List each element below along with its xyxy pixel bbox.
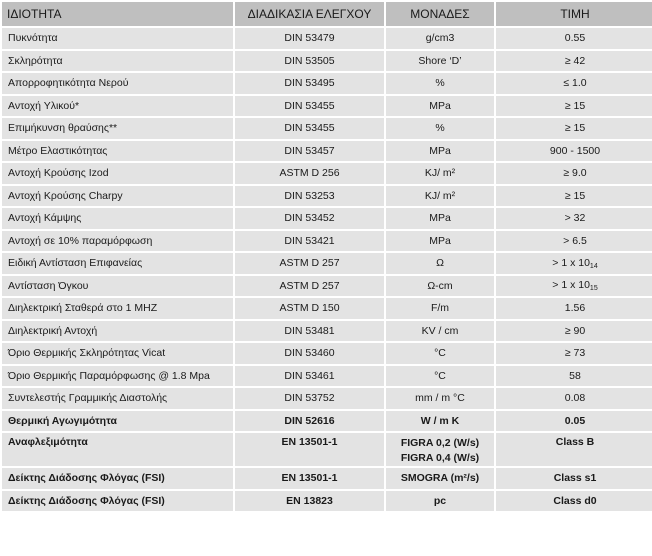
value-text: > 1 x 10 <box>552 256 590 269</box>
value-text: ≥ 15 <box>564 99 586 112</box>
value-cell <box>496 388 652 409</box>
property-cell: Αναφλεξιμότητα <box>2 433 233 466</box>
property-cell: Αντίσταση Όγκου <box>2 276 233 297</box>
property-cell: Όριο Θερμικής Σκληρότητας Vicat <box>2 343 233 364</box>
value-text: ≥ 15 <box>564 189 586 202</box>
value-exponent: 14 <box>589 262 598 270</box>
value-text: ≥ 15 <box>564 122 586 135</box>
unit-cell: MPa <box>386 96 494 117</box>
unit-cell: % <box>386 118 494 139</box>
unit-line-1: FIGRA 0,2 (W/s) <box>400 437 480 449</box>
header-method: ΔΙΑΔΙΚΑΣΙΑ ΕΛΕΓΧΟΥ <box>235 2 384 26</box>
method-cell: DIN 53461 <box>235 366 384 387</box>
value-cell <box>496 343 652 364</box>
property-cell: Επιμήκυνση θραύσης** <box>2 118 233 139</box>
header-property: ΙΔΙΟΤΗΤΑ <box>2 2 233 26</box>
value-text: > 6.5 <box>563 234 587 247</box>
unit-cell: MPa <box>386 208 494 229</box>
unit-cell: KJ/ m² <box>386 163 494 184</box>
method-cell: ASTM D 257 <box>235 276 384 297</box>
property-cell: Θερμική Αγωγιμότητα <box>2 411 233 432</box>
table-row-bold <box>2 468 652 489</box>
method-cell: ASTM D 257 <box>235 253 384 274</box>
method-cell: DIN 53481 <box>235 321 384 342</box>
unit-cell: °C <box>386 343 494 364</box>
value-cell <box>496 163 652 184</box>
method-cell: EN 13823 <box>235 491 384 512</box>
unit-cell <box>386 433 494 466</box>
value-cell <box>496 298 652 319</box>
unit-line-2: FIGRA 0,4 (W/s) <box>400 452 480 464</box>
unit-cell: g/cm3 <box>386 28 494 49</box>
property-cell: Ειδική Αντίσταση Επιφανείας <box>2 253 233 274</box>
table-row <box>2 276 652 297</box>
value-cell <box>496 73 652 94</box>
value-cell: 0.05 <box>496 411 652 432</box>
table-row-bold <box>2 433 652 466</box>
unit-cell: mm / m °C <box>386 388 494 409</box>
value-cell: Class d0 <box>496 491 652 512</box>
header-value: ΤΙΜΗ <box>496 2 652 26</box>
method-cell: DIN 53479 <box>235 28 384 49</box>
method-cell: DIN 52616 <box>235 411 384 432</box>
property-cell: Δείκτης Διάδοσης Φλόγας (FSI) <box>2 468 233 489</box>
table-row <box>2 51 652 72</box>
unit-cell: SMOGRA (m²/s) <box>386 468 494 489</box>
method-cell: EN 13501-1 <box>235 468 384 489</box>
table-row <box>2 253 652 274</box>
value-text: 0.08 <box>564 392 586 405</box>
unit-cell: KV / cm <box>386 321 494 342</box>
header-unit: ΜΟΝΑΔΕΣ <box>386 2 494 26</box>
method-cell: DIN 53455 <box>235 118 384 139</box>
value-cell: Class B <box>496 433 652 466</box>
table-row-bold <box>2 411 652 432</box>
property-cell: Αντοχή σε 10% παραμόρφωση <box>2 231 233 252</box>
property-cell: Διηλεκτρική Αντοχή <box>2 321 233 342</box>
method-cell: DIN 53455 <box>235 96 384 117</box>
method-cell: DIN 53495 <box>235 73 384 94</box>
value-cell <box>496 208 652 229</box>
unit-cell: % <box>386 73 494 94</box>
value-cell <box>496 276 652 297</box>
unit-cell: W / m K <box>386 411 494 432</box>
value-text: 58 <box>569 369 581 382</box>
value-text: ≤ 1.0 <box>563 77 587 90</box>
unit-cell: F/m <box>386 298 494 319</box>
value-cell <box>496 96 652 117</box>
property-cell: Δείκτης Διάδοσης Φλόγας (FSI) <box>2 491 233 512</box>
unit-cell: MPa <box>386 141 494 162</box>
method-cell: DIN 53457 <box>235 141 384 162</box>
property-cell: Πυκνότητα <box>2 28 233 49</box>
property-cell: Μέτρο Ελαστικότητας <box>2 141 233 162</box>
property-cell: Αντοχή Κρούσης Charpy <box>2 186 233 207</box>
method-cell: ASTM D 256 <box>235 163 384 184</box>
unit-cell: Ω <box>386 253 494 274</box>
table-row <box>2 388 652 409</box>
table-row <box>2 73 652 94</box>
method-cell: DIN 53421 <box>235 231 384 252</box>
method-cell: DIN 53752 <box>235 388 384 409</box>
property-cell: Όριο Θερμικής Παραμόρφωσης @ 1.8 Mpa <box>2 366 233 387</box>
property-cell: Συντελεστής Γραμμικής Διαστολής <box>2 388 233 409</box>
property-cell: Σκληρότητα <box>2 51 233 72</box>
value-exponent: 15 <box>589 285 598 293</box>
unit-cell: MPa <box>386 231 494 252</box>
property-cell: Απορροφητικότητα Νερού <box>2 73 233 94</box>
method-cell: DIN 53452 <box>235 208 384 229</box>
table-row <box>2 298 652 319</box>
value-text: 0.55 <box>564 32 586 45</box>
unit-cell: Ω-cm <box>386 276 494 297</box>
method-cell: DIN 53253 <box>235 186 384 207</box>
value-text: ≥ 90 <box>564 324 586 337</box>
method-cell: ASTM D 150 <box>235 298 384 319</box>
table-row <box>2 118 652 139</box>
unit-cell: Shore ‘D’ <box>386 51 494 72</box>
table-row <box>2 321 652 342</box>
table-row <box>2 186 652 207</box>
value-text: ≥ 9.0 <box>563 167 587 180</box>
table-row <box>2 208 652 229</box>
unit-cell: pc <box>386 491 494 512</box>
property-cell: Αντοχή Κρούσης Izod <box>2 163 233 184</box>
value-text: 1.56 <box>564 302 586 315</box>
value-cell <box>496 253 652 274</box>
value-cell <box>496 366 652 387</box>
method-cell: DIN 53505 <box>235 51 384 72</box>
value-cell: Class s1 <box>496 468 652 489</box>
table-row <box>2 343 652 364</box>
property-cell: Διηλεκτρική Σταθερά στο 1 MHZ <box>2 298 233 319</box>
value-text: ≥ 73 <box>564 347 586 360</box>
value-cell <box>496 28 652 49</box>
header-row <box>2 2 652 26</box>
value-cell <box>496 231 652 252</box>
property-cell: Αντοχή Κάμψης <box>2 208 233 229</box>
method-cell: DIN 53460 <box>235 343 384 364</box>
method-cell: EN 13501-1 <box>235 433 384 466</box>
table-row <box>2 96 652 117</box>
table-row-bold <box>2 491 652 512</box>
value-cell <box>496 51 652 72</box>
value-text: ≥ 42 <box>564 54 586 67</box>
unit-cell: KJ/ m² <box>386 186 494 207</box>
value-cell <box>496 186 652 207</box>
table-row <box>2 231 652 252</box>
value-cell <box>496 118 652 139</box>
property-cell: Αντοχή Υλικού* <box>2 96 233 117</box>
value-text: > 1 x 10 <box>552 279 590 292</box>
value-text: 900 - 1500 <box>549 144 601 157</box>
value-cell <box>496 321 652 342</box>
table-row <box>2 28 652 49</box>
table-row <box>2 366 652 387</box>
value-text: > 32 <box>564 212 586 225</box>
table-row <box>2 141 652 162</box>
unit-cell: °C <box>386 366 494 387</box>
table-row <box>2 163 652 184</box>
value-cell <box>496 141 652 162</box>
